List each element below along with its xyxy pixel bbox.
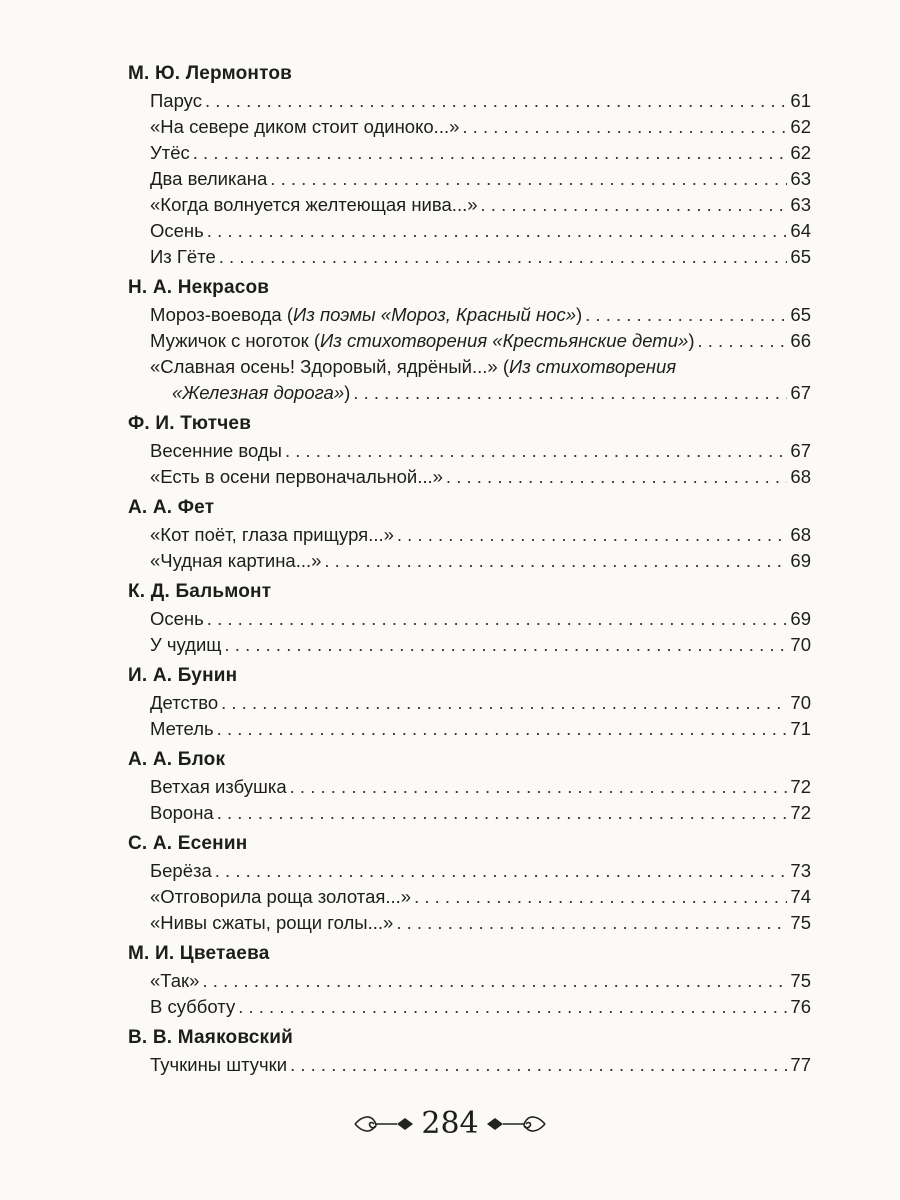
toc-entry bbox=[128, 166, 811, 192]
dot-leader bbox=[324, 548, 787, 574]
entry-page: 62 bbox=[790, 116, 811, 137]
entry-page: 63 bbox=[790, 194, 811, 215]
entry-page: 65 bbox=[790, 304, 811, 325]
dot-leader bbox=[290, 1052, 787, 1078]
dot-leader bbox=[396, 910, 787, 936]
dot-leader bbox=[219, 244, 788, 270]
dot-leader bbox=[207, 606, 788, 632]
entry-title: «Когда волнуется желтеющая нива...» bbox=[150, 194, 478, 215]
entry-page: 75 bbox=[790, 970, 811, 991]
entry-title: Мужичок с ноготок ( bbox=[150, 330, 321, 351]
entry-title: «Отговорила роща золотая...» bbox=[150, 886, 412, 907]
dot-leader bbox=[238, 994, 787, 1020]
toc-entry bbox=[128, 632, 811, 658]
entry-title: «Чудная картина...» bbox=[150, 550, 322, 571]
dot-leader bbox=[446, 464, 788, 490]
toc-entry bbox=[128, 354, 811, 406]
entry-title: Осень bbox=[150, 608, 204, 629]
entry-title-group bbox=[150, 218, 204, 244]
entry-page: 63 bbox=[790, 168, 811, 189]
toc-entry bbox=[128, 140, 811, 166]
toc-entry bbox=[128, 114, 811, 140]
author-heading: М. Ю. Лермонтов bbox=[128, 63, 293, 84]
dot-leader bbox=[225, 632, 788, 658]
author-heading: А. А. Блок bbox=[128, 749, 226, 770]
entry-title-group bbox=[150, 244, 216, 270]
entry-title: «Так» bbox=[150, 970, 200, 991]
entry-title: Парус bbox=[150, 90, 202, 111]
entry-title-group bbox=[150, 548, 321, 574]
entry-page: 68 bbox=[790, 466, 811, 487]
entry-title-italic: Из стихотворения bbox=[509, 356, 677, 377]
entry-title-group bbox=[150, 166, 267, 192]
toc-entry bbox=[128, 328, 811, 354]
entry-title-group bbox=[150, 716, 214, 742]
author-heading: Н. А. Некрасов bbox=[128, 277, 270, 298]
entry-title-group bbox=[150, 606, 204, 632]
entry-page: 74 bbox=[790, 886, 811, 907]
toc-entry bbox=[128, 192, 811, 218]
entry-title-italic: Из поэмы «Мороз, Красный нос» bbox=[293, 304, 576, 325]
toc-entry bbox=[128, 774, 811, 800]
entry-title-group bbox=[150, 968, 199, 994]
entry-page: 71 bbox=[790, 718, 811, 739]
entry-title-group bbox=[150, 140, 190, 166]
entry-title: Весенние воды bbox=[150, 440, 282, 461]
entry-page: 66 bbox=[790, 330, 811, 351]
entry-title-group bbox=[150, 328, 694, 354]
entry-title: Осень bbox=[150, 220, 204, 241]
entry-title: «Славная осень! Здоровый, ядрёный...» ( bbox=[150, 356, 510, 377]
entry-title-group bbox=[150, 88, 202, 114]
entry-title-group bbox=[150, 632, 222, 658]
author-heading: А. А. Фет bbox=[128, 497, 215, 518]
toc-entry bbox=[128, 968, 811, 994]
dot-leader bbox=[202, 968, 787, 994]
author-heading: М. И. Цветаева bbox=[128, 943, 270, 964]
toc-entry bbox=[128, 522, 811, 548]
toc-entry bbox=[128, 994, 811, 1020]
entry-title: Метель bbox=[150, 718, 214, 739]
dot-leader bbox=[290, 774, 788, 800]
page-number: 284 bbox=[421, 1106, 479, 1141]
dot-leader bbox=[207, 218, 788, 244]
entry-page: 67 bbox=[790, 440, 811, 461]
entry-title-tail: ) bbox=[344, 382, 351, 403]
entry-page: 72 bbox=[790, 802, 811, 823]
entry-page: 68 bbox=[790, 524, 811, 545]
entry-title: Ветхая избушка bbox=[150, 776, 287, 797]
scroll-ornament-right-icon bbox=[485, 1113, 547, 1135]
toc-entry bbox=[128, 88, 811, 114]
toc-entry bbox=[128, 1052, 811, 1078]
entry-title: «На севере диком стоит одиноко...» bbox=[150, 116, 460, 137]
dot-leader bbox=[697, 328, 787, 354]
toc-entry bbox=[128, 910, 811, 936]
author-heading: С. А. Есенин bbox=[128, 833, 248, 854]
entry-title-tail: ) bbox=[688, 330, 695, 351]
entry-title-group bbox=[150, 192, 478, 218]
toc-entry bbox=[128, 606, 811, 632]
entry-title: Мороз-воевода ( bbox=[150, 304, 294, 325]
entry-title-group bbox=[150, 464, 443, 490]
entry-title: Два великана bbox=[150, 168, 268, 189]
toc-entry bbox=[128, 716, 811, 742]
entry-title-italic: Из стихотворения «Крестьянские дети» bbox=[320, 330, 689, 351]
entry-title-group bbox=[150, 302, 582, 328]
entry-page: 69 bbox=[790, 608, 811, 629]
entry-title: Берёза bbox=[150, 860, 212, 881]
entry-title: Ворона bbox=[150, 802, 214, 823]
entry-page: 72 bbox=[790, 776, 811, 797]
dot-leader bbox=[585, 302, 787, 328]
entry-title-group bbox=[150, 774, 287, 800]
entry-title-group bbox=[150, 884, 411, 910]
dot-leader bbox=[215, 858, 788, 884]
entry-title-group bbox=[150, 690, 218, 716]
entry-title: «Есть в осени первоначальной...» bbox=[150, 466, 443, 487]
table-of-contents bbox=[128, 62, 811, 1078]
toc-entry bbox=[128, 690, 811, 716]
toc-entry bbox=[128, 858, 811, 884]
dot-leader bbox=[221, 690, 787, 716]
toc-entry bbox=[128, 548, 811, 574]
entry-title-group bbox=[150, 114, 459, 140]
toc-entry bbox=[128, 438, 811, 464]
entry-page: 70 bbox=[790, 692, 811, 713]
entry-title-group bbox=[150, 858, 212, 884]
entry-title-group bbox=[150, 994, 235, 1020]
entry-title: «Нивы сжаты, рощи голы...» bbox=[150, 912, 394, 933]
dot-leader bbox=[193, 140, 788, 166]
author-heading: И. А. Бунин bbox=[128, 665, 238, 686]
entry-title-group bbox=[150, 438, 282, 464]
toc-entry bbox=[128, 244, 811, 270]
entry-title-group bbox=[150, 522, 394, 548]
entry-title-group bbox=[150, 910, 393, 936]
toc-entry bbox=[128, 464, 811, 490]
scroll-ornament-left-icon bbox=[353, 1113, 415, 1135]
dot-leader bbox=[217, 716, 788, 742]
page-footer bbox=[0, 1106, 900, 1141]
toc-entry bbox=[128, 218, 811, 244]
dot-leader bbox=[270, 166, 787, 192]
entry-title-tail: ) bbox=[575, 304, 583, 325]
entry-page: 73 bbox=[790, 860, 811, 881]
entry-title: В субботу bbox=[150, 996, 236, 1017]
toc-entry bbox=[128, 302, 811, 328]
entry-page: 76 bbox=[790, 996, 811, 1017]
entry-page: 64 bbox=[790, 220, 811, 241]
entry-title: Утёс bbox=[150, 142, 190, 163]
entry-page: 62 bbox=[790, 142, 811, 163]
dot-leader bbox=[285, 438, 787, 464]
entry-title: У чудищ bbox=[150, 634, 222, 655]
entry-page: 67 bbox=[790, 382, 811, 403]
entry-page: 70 bbox=[790, 634, 811, 655]
dot-leader bbox=[205, 88, 787, 114]
author-heading: В. В. Маяковский bbox=[128, 1027, 293, 1048]
entry-title-italic: «Железная дорога» bbox=[172, 382, 345, 403]
entry-page: 65 bbox=[790, 246, 811, 267]
toc-entry bbox=[128, 884, 811, 910]
entry-title: «Кот поёт, глаза прищуря...» bbox=[150, 524, 394, 545]
entry-title-group bbox=[150, 800, 214, 826]
dot-leader bbox=[217, 800, 788, 826]
dot-leader bbox=[481, 192, 788, 218]
dot-leader bbox=[397, 522, 788, 548]
entry-page: 77 bbox=[790, 1054, 811, 1075]
entry-title: Детство bbox=[150, 692, 219, 713]
dot-leader bbox=[414, 884, 787, 910]
entry-title: Из Гёте bbox=[150, 246, 216, 267]
author-heading: К. Д. Бальмонт bbox=[128, 581, 272, 602]
entry-title-group bbox=[150, 1052, 287, 1078]
dot-leader bbox=[462, 114, 787, 140]
entry-page: 69 bbox=[790, 550, 811, 571]
dot-leader bbox=[353, 380, 787, 406]
author-heading: Ф. И. Тютчев bbox=[128, 413, 252, 434]
entry-title: Тучкины штучки bbox=[150, 1054, 288, 1075]
entry-page: 61 bbox=[790, 90, 811, 111]
entry-page: 75 bbox=[790, 912, 811, 933]
toc-entry bbox=[128, 800, 811, 826]
